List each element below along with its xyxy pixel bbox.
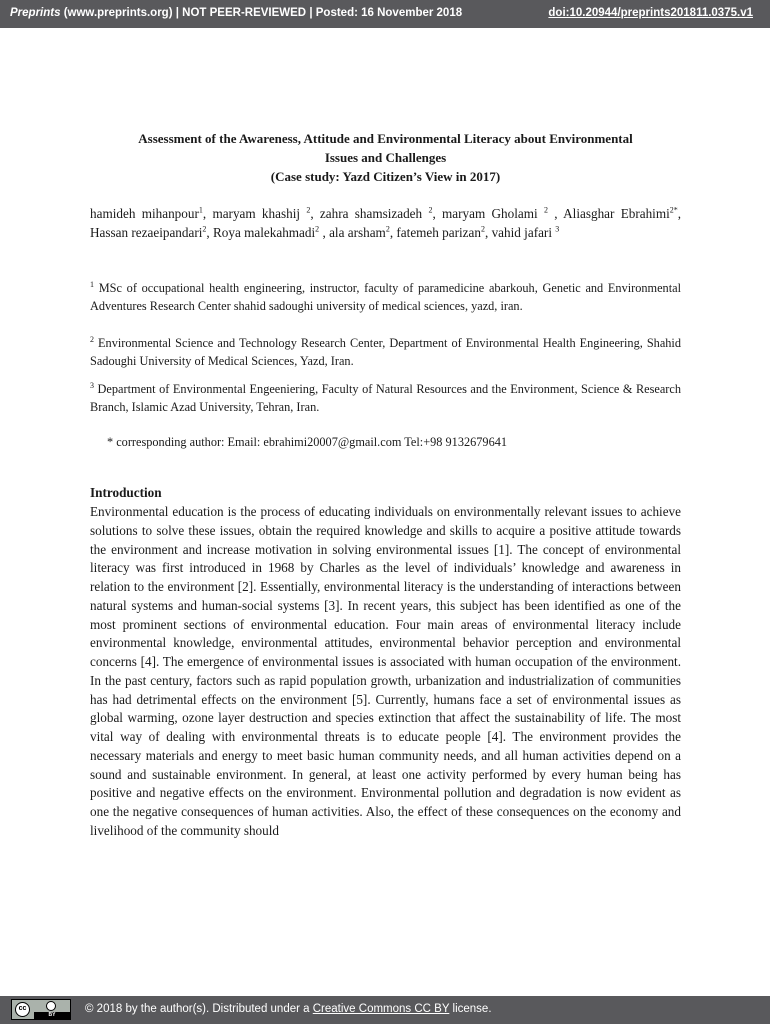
author-name: maryam khashij	[212, 206, 301, 221]
author-name: ala arsham	[329, 225, 386, 240]
paper-title	[90, 129, 681, 186]
author-name: fatemeh parizan	[396, 225, 481, 240]
author-affiliation-mark: 2	[543, 205, 548, 215]
doi-link[interactable]: doi:10.20944/preprints201811.0375.v1	[548, 7, 753, 19]
affiliation-number: 1	[90, 279, 94, 289]
author-affiliation-mark: 1	[198, 205, 203, 215]
author-affiliation-mark: 2	[306, 205, 311, 215]
author-list: hamideh mihanpour$^1$, maryam khashij $^2$, zahra shamsizadeh $^2$, maryam Gholami $^2$ , Aliasghar Ebrahimi$^{2*}$, Hassan rezaeipandari$^2$, Roya malekahmadi$^2$ , ala arsham$^2$, fatemeh parizan$^2$, vahid jafari $^3$	[90, 205, 682, 240]
author-name: Hassan rezaeipandari	[90, 225, 203, 240]
introduction-heading: Introduction	[90, 485, 162, 500]
cc-by-badge[interactable]	[11, 999, 71, 1020]
corresponding-author: * corresponding author: Email: ebrahimi20007@gmail.com Tel:+98 9132679641	[107, 435, 508, 449]
author-affiliation-mark: 2	[202, 224, 207, 234]
title-line: Issues and Challenges	[324, 150, 447, 165]
affiliation-text: Environmental Science and Technology Research Center, Department of Environmental Health Engineering, Shahid Sadoughi University of Medical Sciences, Yazd, Iran.	[90, 336, 681, 368]
introduction-paragraph: Environmental education is the process of educating individuals on environmentally relevant issues to achieve solutions to solve these issues, obtain the required knowledge and skills to acquire a positive attitude towards the environment and increase motivation in solving environmental issues [1]. The concept of environmental literacy was first introduced in 1968 by Charles as the level of individuals’ knowledge and awareness in relation to the environment [2]. Essentially, environmental literacy is the understanding of interactions between natural systems and human-social systems [3]. In recent years, this subject has been identified as one of the most prominent sections of environmental education. Four main areas of environmental literacy include environmental knowledge, environmental attitudes, environmental behavior perception and environmental concerns [4]. The emergence of environmental issues is associated with human occupation of the environment. In the past century, factors such as rapid population growth, urbanization and industrialization of communities has had detrimental effects on the environment [5]. Currently, humans face a set of environmental issues as global warming, ozone layer destruction and species extinction that affect the sustainability of life. The most vital way of dealing with environmental threats is to educate people [4]. The environment provides the necessary materials and energy to meet basic human community needs, and all human activities depend on a sound and sustainable environment. In general, at least one activity performed by every human being has positive and negative effects on the environment. Environmental pollution and degradation is now evident as one the negative consequences of human activities. Also, the effect of these consequences on the economy and livelihood of the community should	[90, 504, 681, 838]
author-affiliation-mark: 2	[385, 224, 390, 234]
author-name: zahra shamsizadeh	[319, 206, 423, 221]
license-notice: © 2018 by the author(s). Distributed under a Creative Commons CC BY license.	[85, 1003, 492, 1015]
preprint-header-bar	[0, 0, 770, 28]
affiliation-number: 3	[90, 380, 94, 390]
cc-icon: cc	[15, 1002, 30, 1017]
title-line: Assessment of the Awareness, Attitude and Environmental Literacy about Environmental	[138, 131, 633, 146]
affiliation-text: MSc of occupational health engineering, instructor, faculty of paramedicine abarkouh, Genetic and Environmental Adventures Research Center shahid sadoughi university of medical sciences, yazd, iran.	[90, 281, 681, 313]
affiliation-text: Department of Environmental Engeeniering, Faculty of Natural Resources and the Environment, Science & Research Branch, Islamic Azad University, Tehran, Iran.	[90, 382, 682, 414]
posted-date: Posted: 16 November 2018	[315, 7, 463, 19]
affiliation-number: 2	[90, 334, 94, 344]
preprints-brand: Preprints	[10, 7, 61, 19]
preprints-site-link[interactable]: (www.preprints.org)	[63, 7, 173, 19]
author-name: hamideh mihanpour	[90, 206, 199, 221]
author-affiliation-mark: 3	[555, 224, 560, 234]
author-name: vahid jafari	[491, 225, 552, 240]
affiliation-2	[90, 334, 681, 370]
license-footer-bar	[0, 996, 770, 1024]
author-affiliation-mark: 2	[428, 205, 433, 215]
header-left: Preprints (www.preprints.org) | NOT PEER-REVIEWED | Posted: 16 November 2018	[10, 7, 463, 19]
attribution-person-icon	[46, 1001, 56, 1011]
author-affiliation-mark: 2*	[669, 205, 678, 215]
author-name: maryam Gholami	[442, 206, 538, 221]
title-line: (Case study: Yazd Citizen’s View in 2017)	[270, 169, 501, 184]
affiliation-3	[90, 380, 681, 416]
cc-by-license-link[interactable]: Creative Commons CC BY	[312, 1003, 450, 1015]
author-name: Aliasghar Ebrahimi	[563, 206, 670, 221]
author-name: Roya malekahmadi	[213, 225, 316, 240]
by-label: BY	[34, 1012, 70, 1019]
affiliation-1	[90, 279, 681, 315]
author-affiliation-mark: 2	[315, 224, 320, 234]
author-affiliation-mark: 2	[480, 224, 485, 234]
peer-review-status: NOT PEER-REVIEWED	[182, 7, 307, 19]
